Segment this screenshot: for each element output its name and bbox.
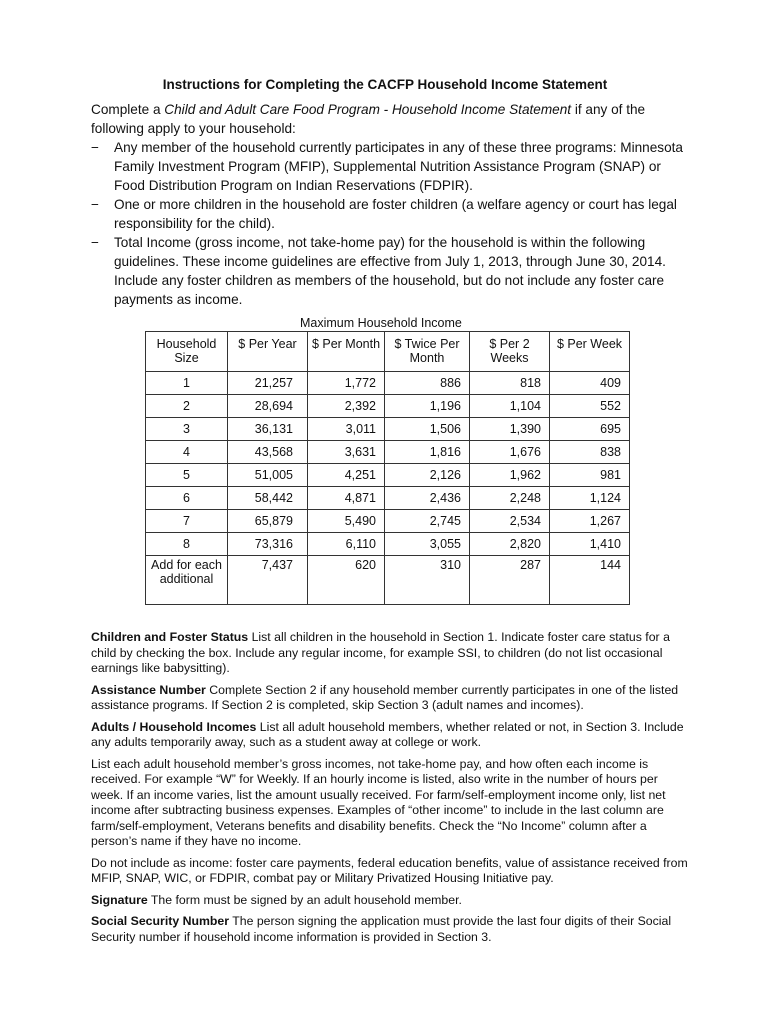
- table-cell: 5: [146, 464, 228, 487]
- table-cell: 1,124: [550, 487, 630, 510]
- intro-section: [91, 100, 691, 309]
- intro-text-start: Complete a: [91, 102, 165, 117]
- table-cell: 3,631: [308, 441, 385, 464]
- table-cell: 3: [146, 418, 228, 441]
- table-cell: 58,442: [228, 487, 308, 510]
- column-header: $ Per Month: [308, 332, 385, 372]
- table-cell: 2,534: [470, 510, 550, 533]
- table-row-additional: [146, 556, 630, 605]
- table-cell: 1,104: [470, 395, 550, 418]
- table-cell: 1,410: [550, 533, 630, 556]
- intro-paragraph: [91, 100, 691, 138]
- page-title: Instructions for Completing the CACFP Household Income Statement: [162, 77, 608, 92]
- table-cell: 43,568: [228, 441, 308, 464]
- column-header: $ Per Week: [550, 332, 630, 372]
- instruction-heading: Signature: [91, 892, 148, 907]
- table-cell: 818: [470, 372, 550, 395]
- table-cell: 1,676: [470, 441, 550, 464]
- table-cell: 2: [146, 395, 228, 418]
- table-row: [146, 510, 630, 533]
- intro-text-end: if any of the following apply to your household:: [91, 102, 646, 136]
- table-cell: 73,316: [228, 533, 308, 556]
- table-cell: 5,490: [308, 510, 385, 533]
- table-cell: 1,390: [470, 418, 550, 441]
- instruction-text: List each adult household member’s gross incomes, not take-home pay, and how often each income is received. For example “W” for Weekly. If an hourly income is listed, also write in the number of hours per week. If an income varies, list the amount usually received. For farm/self-employment income only, list net income after subtracting business expenses. Examples of “other income” to include in the last column are farm/self-employment, Veterans benefits and disability benefits. Check the “No Income” column after a person’s name if they have no income.: [91, 756, 666, 848]
- table-cell: 7,437: [228, 556, 308, 605]
- form-name: Child and Adult Care Food Program - Household Income Statement: [164, 102, 572, 117]
- list-item: [91, 138, 691, 195]
- table-cell: 287: [470, 556, 550, 605]
- table-cell: 4,251: [308, 464, 385, 487]
- table-cell: 28,694: [228, 395, 308, 418]
- instruction-text: List all children in the household in Section 1. Indicate foster care status for a child by checking the box. Include any regular income, for example SSI, to children (do not list occasional earnings like babysitting).: [91, 630, 670, 675]
- instruction-paragraph: [91, 856, 689, 887]
- list-item-text: One or more children in the household are foster children (a welfare agency or court has legal responsibility for the child).: [114, 197, 677, 231]
- table-cell: 3,011: [308, 418, 385, 441]
- instruction-heading: Adults / Household Incomes: [91, 719, 257, 734]
- instruction-heading: Children and Foster Status: [91, 630, 249, 644]
- table-cell: 4: [146, 441, 228, 464]
- table-cell: 981: [550, 464, 630, 487]
- column-header: Household Size: [146, 332, 228, 372]
- table-cell: Add for each additional: [146, 556, 228, 605]
- instruction-paragraph: [91, 630, 689, 677]
- table-row: [146, 441, 630, 464]
- column-header: $ Per 2 Weeks: [470, 332, 550, 372]
- table-cell: 2,745: [385, 510, 470, 533]
- table-row: [146, 418, 630, 441]
- list-item: [91, 233, 691, 309]
- table-caption: Maximum Household Income: [300, 316, 462, 330]
- table-row: [146, 487, 630, 510]
- table-row: [146, 395, 630, 418]
- table-cell: 1,962: [470, 464, 550, 487]
- table-cell: 409: [550, 372, 630, 395]
- dash-bullet: −: [91, 140, 99, 155]
- instruction-heading: Social Security Number: [91, 914, 230, 928]
- table-cell: 2,248: [470, 487, 550, 510]
- table-cell: 21,257: [228, 372, 308, 395]
- table-cell: 1,267: [550, 510, 630, 533]
- dash-bullet: −: [91, 235, 99, 250]
- instruction-paragraph: [91, 720, 689, 751]
- table-cell: 7: [146, 510, 228, 533]
- instruction-text: The person signing the application must provide the last four digits of their Social Security number if household income information is provided in Section 3.: [91, 914, 672, 944]
- table-cell: 2,820: [470, 533, 550, 556]
- income-table: [145, 331, 630, 605]
- table-cell: 65,879: [228, 510, 308, 533]
- instructions-section: [91, 630, 689, 951]
- instruction-text: The form must be signed by an adult household member.: [147, 892, 462, 907]
- table-cell: 620: [308, 556, 385, 605]
- table-cell: 6: [146, 487, 228, 510]
- table-cell: 2,392: [308, 395, 385, 418]
- table-cell: 144: [550, 556, 630, 605]
- instruction-text: Complete Section 2 if any household member currently participates in one of the listed assistance programs. If Section 2 is completed, skip Section 3 (adult names and incomes).: [91, 682, 679, 712]
- list-item: [91, 195, 691, 233]
- column-header: $ Per Year: [228, 332, 308, 372]
- table-cell: 695: [550, 418, 630, 441]
- table-cell: 8: [146, 533, 228, 556]
- table-cell: 1,816: [385, 441, 470, 464]
- table-cell: 1,772: [308, 372, 385, 395]
- table-cell: 51,005: [228, 464, 308, 487]
- table-cell: 1,196: [385, 395, 470, 418]
- table-row: [146, 533, 630, 556]
- list-item-text: Total Income (gross income, not take-home pay) for the household is within the following guidelines. These income guidelines are effective from July 1, 2013, through June 30, 2014. Include any foster children as members of the household, but do not include any foster care payments as income.: [114, 235, 666, 307]
- table-cell: 36,131: [228, 418, 308, 441]
- instruction-text: List all adult household members, whether related or not, in Section 3. Include any adults temporarily away, such as a student away at college or work.: [91, 719, 684, 749]
- table-cell: 3,055: [385, 533, 470, 556]
- table-row: [146, 372, 630, 395]
- list-item-text: Any member of the household currently participates in any of these three programs: Minnesota Family Investment Program (MFIP), Supplemental Nutrition Assistance Program (SNAP) or Food Distribution Program on Indian Reservations (FDPIR).: [114, 140, 683, 193]
- table-row: [146, 464, 630, 487]
- table-cell: 838: [550, 441, 630, 464]
- table-cell: 6,110: [308, 533, 385, 556]
- instruction-paragraph: [91, 914, 689, 945]
- instruction-text: Do not include as income: foster care payments, federal education benefits, value of assistance received from MFIP, SNAP, WIC, or FDPIR, combat pay or Military Privatized Housing Initiative pay.: [91, 855, 688, 885]
- table-cell: 886: [385, 372, 470, 395]
- table-header-row: [146, 332, 630, 372]
- criteria-list: [91, 138, 691, 309]
- table-cell: 1,506: [385, 418, 470, 441]
- table-cell: 2,436: [385, 487, 470, 510]
- dash-bullet: −: [91, 197, 99, 212]
- instruction-paragraph: [91, 683, 689, 714]
- instruction-heading: Assistance Number: [91, 682, 206, 697]
- instruction-paragraph: [91, 893, 689, 909]
- table-cell: 4,871: [308, 487, 385, 510]
- table-cell: 310: [385, 556, 470, 605]
- instruction-paragraph: [91, 757, 689, 850]
- column-header: $ Twice Per Month: [385, 332, 470, 372]
- table-cell: 1: [146, 372, 228, 395]
- table-cell: 552: [550, 395, 630, 418]
- table-cell: 2,126: [385, 464, 470, 487]
